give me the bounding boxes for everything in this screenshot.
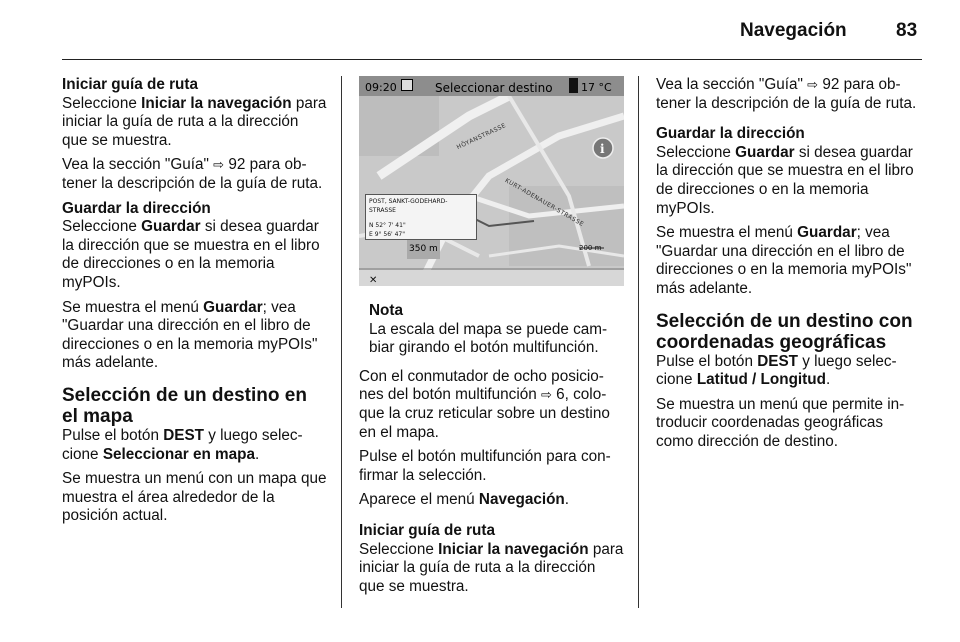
text: Vea la sección "Guía" [656,76,808,93]
subheading-start-route: Iniciar guía de ruta [62,76,199,93]
paragraph [62,299,327,373]
subheading-start-route: Iniciar guía de ruta [359,521,496,539]
text: Aparece el menú [359,491,479,509]
column-3 [656,76,924,458]
menu-term: Guardar [735,143,795,161]
paragraph [359,541,624,597]
text: ; vea "Guardar una dirección en el libro de direcciones o en la memoria myPOIs" más adelante. [62,298,318,372]
text: Pulse el botón [62,426,164,444]
street-label: KURT-ADENAUER-STRASSE [503,177,585,229]
menu-term: Iniciar la navegación [438,540,589,558]
menu-term: Guardar [203,298,263,316]
note-box [369,302,624,358]
button-term: DEST [163,426,204,444]
latitude: N 52° 7' 41" [369,222,406,229]
paragraph [656,144,924,218]
text: Se muestra el menú [656,224,798,242]
menu-term: Navegación [478,491,565,509]
page-number: 83 [896,20,918,41]
longitude: E 9° 56' 47" [369,231,406,238]
column-1 [62,76,327,532]
paragraph [656,353,924,390]
temperature: 17 °C [581,81,612,94]
menu-term: Latitud / Longitud [696,371,826,389]
text: . [825,371,831,389]
text: para iniciar la guía de ruta a la dirección que se muestra. [62,94,327,149]
paragraph [359,368,624,442]
paragraph: Pulse el botón multifunción para con-firmar la selección. [359,448,611,484]
text: 92 para ob-tener la descripción de la guía de ruta. [656,76,917,112]
text: . [255,445,260,463]
text: Se muestra el menú [62,298,204,316]
arrow-right-icon: ⇨ [540,387,552,403]
text: y luego selec-cione [656,352,897,389]
column-2 [359,76,624,602]
menu-term: Seleccionar en mapa [102,445,256,463]
text: 92 para ob-tener la descripción de la guía de ruta. [62,156,323,192]
paragraph: Se muestra un menú con un mapa que muestra el área alrededor de la posición actual. [62,470,327,525]
text: Pulse el botón [656,352,758,370]
paragraph [62,95,327,151]
text: ; vea "Guardar una dirección en el libro de direcciones o en la memoria myPOIs" más adelante. [656,224,912,297]
paragraph [656,76,924,113]
menu-term: Guardar [141,218,201,236]
paragraph [62,156,327,193]
text: Seleccione [62,94,142,112]
arrow-right-icon: ⇨ [213,157,225,173]
text: Seleccione [359,540,439,558]
scale-bar-label: 200 m [579,244,602,252]
header-divider [62,59,922,60]
map-mode-icon[interactable] [401,79,413,91]
menu-term: Guardar [797,224,857,242]
page-title: Navegación [740,20,847,41]
note-title: Nota [369,302,403,319]
clock: 09:20 [365,81,397,94]
text: y luego selec-cione [62,426,303,463]
menu-term: Iniciar la navegación [141,94,292,112]
paragraph: Se muestra un menú que permite in-troducir coordenadas geográficas como dirección de destino. [656,395,905,450]
text: Con el conmutador de ocho posicio-nes del botón multifunción [359,367,604,404]
text: 6, colo-que la cruz reticular sobre un destino en el mapa. [359,386,610,441]
arrow-right-icon: ⇨ [807,77,819,92]
subheading-save-address: Guardar la dirección [656,125,805,143]
text: . [564,491,570,509]
text: Vea la sección "Guía" [62,156,214,174]
svg-text:i: i [600,142,605,156]
navigation-screen-image [359,76,624,286]
street-label: HÖYANSTRASSE [455,122,508,152]
paragraph [62,218,327,292]
text: para iniciar la guía de ruta a la dirección que se muestra. [359,540,624,595]
paragraph [359,491,624,510]
close-icon[interactable]: ✕ [369,275,378,286]
subheading-save-address: Guardar la dirección [62,199,211,217]
button-term: DEST [757,352,798,370]
text: Seleccione [62,218,142,236]
paragraph [656,224,924,298]
screen-title: Seleccionar destino [435,81,553,95]
text: si desea guardar la dirección que se muestra en el libro de direcciones o en la memoria myPOIs. [62,218,320,291]
note-text: La escala del mapa se puede cam-biar girando el botón multifunción. [369,320,608,357]
destination-info-popup[interactable] [365,194,477,240]
column-divider [638,76,639,608]
paragraph [62,427,327,464]
column-divider [341,76,342,608]
section-heading-coordinates: Selección de un destino con coordenadas geográficas [656,310,913,353]
text: si desea guardar la dirección que se muestra en el libro de direcciones o en la memoria myPOIs. [656,143,914,217]
thermometer-icon [569,78,578,93]
map-scale: 350 m [407,240,440,259]
section-heading-map: Selección de un destino en el mapa [62,384,307,427]
screen-titlebar [359,76,624,96]
text: Seleccione [656,143,736,161]
street-address: POST, SANKT-GODEHARD-STRASSE [369,198,448,214]
